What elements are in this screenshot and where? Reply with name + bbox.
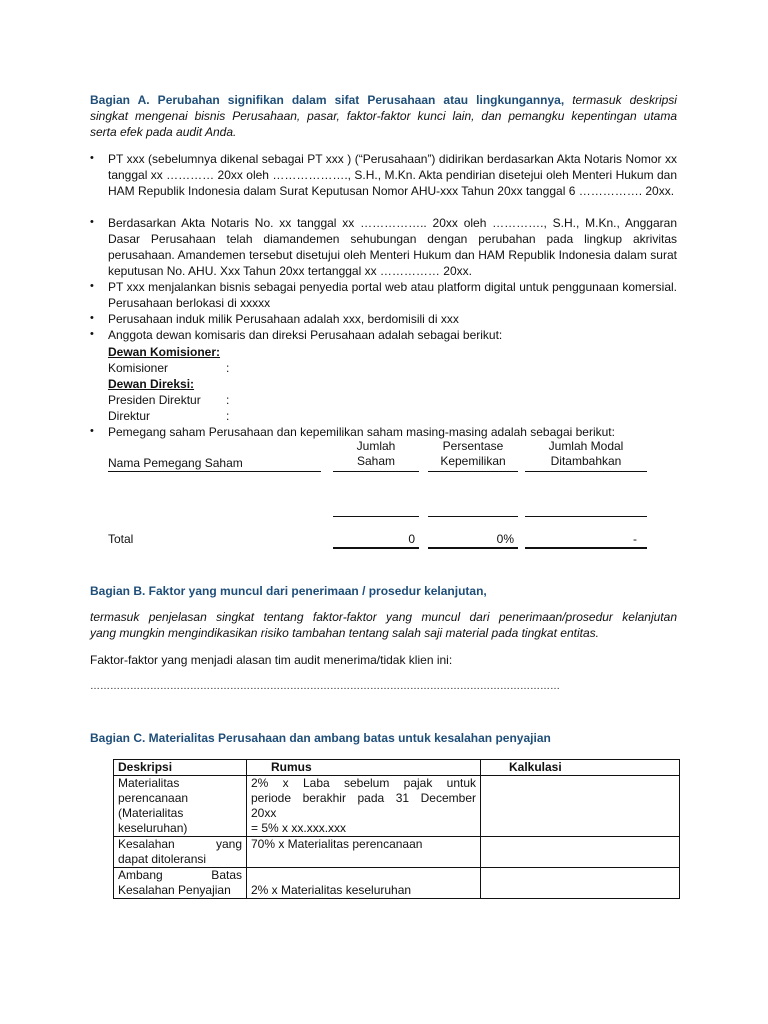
row1-desc-line4: keseluruhan) bbox=[118, 821, 188, 835]
bullet-text-3: PT xxx menjalankan bisnis sebagai penyedia portal web atau platform digital untuk penggunaan komersial. Perusahaan berlokasi di xxxxx bbox=[108, 280, 677, 310]
row2-calc bbox=[481, 837, 680, 868]
materiality-table bbox=[113, 759, 680, 899]
bullet-text-1: PT xxx (sebelumnya dikenal sebagai PT xxx ) (“Perusahaan”) didirikan berdasarkan Akta Notaris Nomor xx tanggal xx ………… 20xx oleh ………………., S.H., M.Kn. Akta pendirian disetejui oleh Menteri Hukum dan HAM Republik Indonesia dalam Surat Keputusan Nomor AHU-xxx Tahun 20xx tanggal 6 ……………. 20xx. bbox=[108, 152, 677, 198]
shareholder-col-pct-line1: Persentase bbox=[442, 439, 504, 453]
row1-desc-line1: Materialitas bbox=[118, 776, 180, 790]
shareholder-header-rule bbox=[525, 471, 647, 472]
bullet-text-6: Pemegang saham Perusahaan dan kepemilikan saham masing-masing adalah sebagai berikut: bbox=[108, 425, 615, 439]
shareholder-header-rule bbox=[428, 471, 518, 472]
shareholder-total-label: Total bbox=[108, 532, 134, 546]
commissioner-colon: : bbox=[226, 361, 230, 375]
row2-desc bbox=[114, 837, 247, 868]
section-b-desc-2: yang mungkin mengindikasikan risiko tambahan tentang salah saji material pada tingkat entitas. bbox=[90, 626, 599, 640]
bullet-icon: • bbox=[90, 152, 94, 164]
row3-desc-line2: Kesalahan Penyajian bbox=[118, 883, 231, 897]
bullet-icon: • bbox=[90, 328, 94, 340]
row1-desc-line3: (Materialitas bbox=[118, 806, 184, 820]
row2-desc-line2: dapat ditoleransi bbox=[118, 852, 207, 866]
bullet-icon: • bbox=[90, 312, 94, 324]
shareholder-subtotal-rule bbox=[525, 516, 647, 517]
section-b-desc-1: termasuk penjelasan singkat tentang faktor-faktor yang muncul dari penerimaan/prosedur kelanjutan bbox=[90, 610, 677, 624]
shareholder-total-rule bbox=[333, 547, 419, 549]
row3-desc bbox=[114, 868, 247, 899]
table-header-row bbox=[114, 760, 680, 776]
section-a-heading: Bagian A. Perubahan signifikan dalam sifat Perusahaan atau lingkungannya, bbox=[90, 93, 565, 107]
president-director-colon: : bbox=[226, 393, 230, 407]
row1-calc bbox=[481, 776, 680, 837]
shareholder-col-pct bbox=[428, 439, 518, 469]
commissioner-label: Komisioner bbox=[108, 361, 169, 375]
director-label: Direktur bbox=[108, 409, 151, 423]
row1-desc bbox=[114, 776, 247, 837]
row3-formula-line1: 2% x Materialitas keseluruhan bbox=[251, 883, 412, 897]
shareholder-subtotal-rule bbox=[428, 516, 518, 517]
bullet-icon: • bbox=[90, 216, 94, 228]
shareholder-total-shares: 0 bbox=[408, 532, 415, 546]
shareholder-header-rule bbox=[108, 471, 321, 472]
row2-formula-line1: 70% x Materialitas perencanaan bbox=[251, 837, 423, 851]
directors-heading: Dewan Direksi: bbox=[108, 377, 195, 391]
row2-formula bbox=[247, 837, 481, 868]
col-header-calc: Kalkulasi bbox=[481, 760, 680, 776]
shareholder-header-rule bbox=[333, 471, 419, 472]
section-b-heading: Bagian B. Faktor yang muncul dari penerimaan / prosedur kelanjutan, bbox=[90, 584, 487, 598]
shareholder-total-rule bbox=[428, 547, 518, 549]
shareholder-subtotal-rule bbox=[333, 516, 419, 517]
shareholder-col-capital-line1: Jumlah Modal bbox=[548, 439, 624, 453]
table-row bbox=[114, 776, 680, 837]
shareholder-col-shares bbox=[333, 439, 419, 469]
row1-formula-line1: 2% x Laba sebelum pajak untuk bbox=[251, 776, 476, 790]
shareholder-col-capital-line2: Ditambahkan bbox=[550, 454, 622, 468]
table-row bbox=[114, 837, 680, 868]
shareholder-total-capital: - bbox=[633, 532, 637, 546]
row3-desc-line1: Ambang Batas bbox=[118, 868, 242, 882]
bullet-text-4: Perusahaan induk milik Perusahaan adalah xxx, berdomisili di xxx bbox=[108, 312, 459, 326]
row1-desc-line2: perencanaan bbox=[118, 791, 189, 805]
row1-formula-line4: = 5% x xx.xxx.xxx bbox=[251, 821, 347, 835]
row1-formula bbox=[247, 776, 481, 837]
bullet-text-5: Anggota dewan komisaris dan direksi Perusahaan adalah sebagai berikut: bbox=[108, 328, 503, 342]
shareholder-total-pct: 0% bbox=[496, 532, 514, 546]
section-b-desc bbox=[90, 609, 677, 641]
col-header-desc: Deskripsi bbox=[114, 760, 247, 776]
row3-calc bbox=[481, 868, 680, 899]
shareholder-col-shares-line1: Jumlah bbox=[356, 439, 396, 453]
shareholder-col-pct-line2: Kepemilikan bbox=[440, 454, 506, 468]
shareholder-col-shares-line2: Saham bbox=[356, 454, 396, 468]
shareholder-total-rule bbox=[525, 547, 647, 549]
section-b-answer-dots: …………………………………………………………………………………………………………………………… bbox=[90, 681, 560, 692]
row1-formula-line3: 20xx bbox=[251, 806, 277, 820]
section-b-question: Faktor-faktor yang menjadi alasan tim audit menerima/tidak klien ini: bbox=[90, 653, 453, 667]
shareholder-col-capital bbox=[525, 439, 647, 469]
bullet-icon: • bbox=[90, 425, 94, 437]
section-a-intro bbox=[90, 92, 677, 140]
row3-formula bbox=[247, 868, 481, 899]
bullet-text-2: Berdasarkan Akta Notaris No. xx tanggal xx …………….. 20xx oleh …………., S.H., M.Kn., Anggaran Dasar Perusahaan telah diamandemen sehubungan dengan perubahan pada lingkup akrivitas perusahaan. Amandemen tersebut disetujui oleh Menteri Hukum dan HAM Republik Indonesia dalam surat keputusan No. AHU. Xxx Tahun 20xx tertanggal xx …………… 20xx. bbox=[108, 216, 677, 278]
section-a-desc-3: serta efek pada audit Anda. bbox=[90, 125, 237, 139]
president-director-label: Presiden Direktur bbox=[108, 393, 201, 407]
section-a-desc-1: termasuk deskripsi bbox=[572, 93, 677, 107]
director-colon: : bbox=[226, 409, 230, 423]
commissioners-heading: Dewan Komisioner: bbox=[108, 345, 221, 359]
col-header-formula: Rumus bbox=[247, 760, 481, 776]
row2-desc-line1: Kesalahan yang bbox=[118, 837, 242, 851]
table-row bbox=[114, 868, 680, 899]
bullet-icon: • bbox=[90, 280, 94, 292]
shareholder-col-name: Nama Pemegang Saham bbox=[108, 456, 243, 470]
section-a-desc-2: singkat mengenai bisnis Perusahaan, pasar, faktor-faktor kunci lain, dan pemangku kepentingan utama bbox=[90, 109, 677, 123]
section-c-heading: Bagian C. Materialitas Perusahaan dan ambang batas untuk kesalahan penyajian bbox=[90, 731, 551, 745]
row1-formula-line2: periode berakhir pada 31 December bbox=[251, 791, 476, 805]
